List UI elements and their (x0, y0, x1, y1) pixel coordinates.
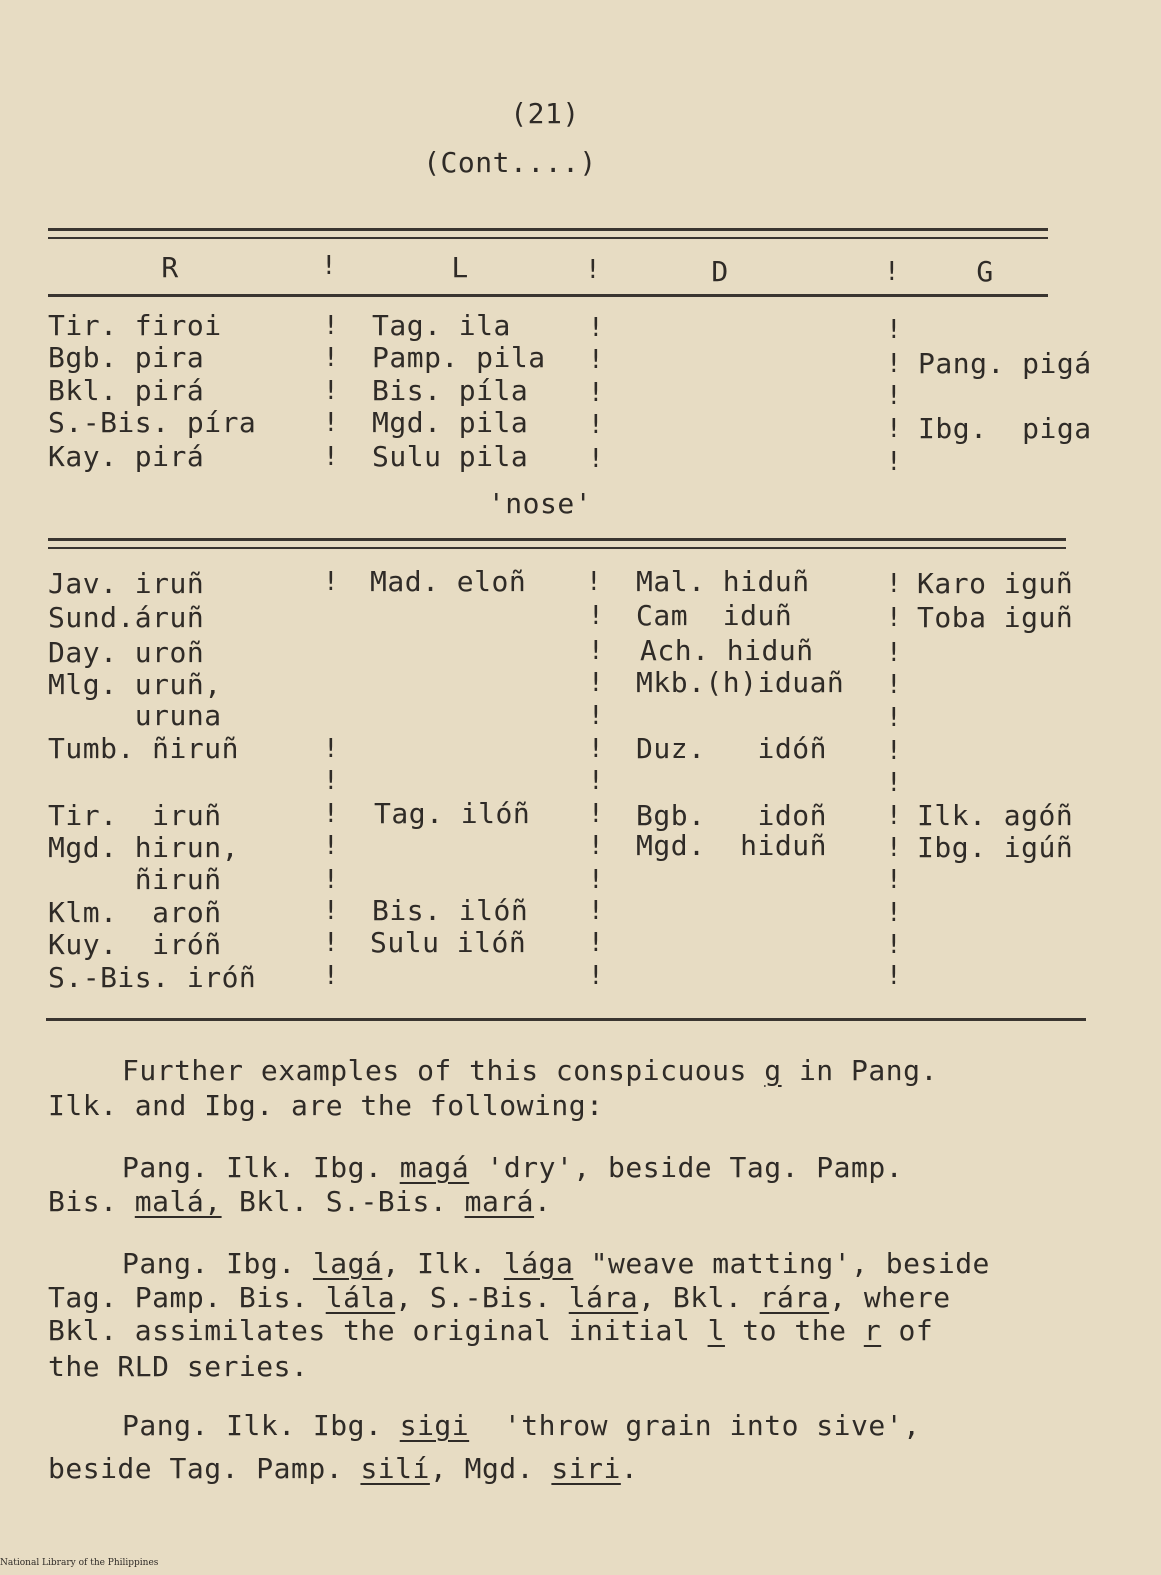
text-run: beside Tag. Pamp. (48, 1452, 361, 1485)
table-row-l: Tag. ila (372, 309, 511, 342)
text-run: , where (829, 1281, 951, 1314)
paragraph-3-line-4: the RLD series. (48, 1350, 309, 1383)
col-separator: ! (886, 638, 902, 668)
col-separator: ! (588, 831, 604, 861)
col-separator: ! (323, 831, 339, 861)
table-row-l: Bis. píla (372, 374, 529, 407)
col-separator: ! (886, 865, 902, 895)
col-separator: ! (323, 311, 339, 341)
page-number: (21) (510, 97, 580, 130)
col-separator: ! (886, 569, 902, 599)
col-separator: ! (886, 381, 902, 411)
col-separator: ! (886, 447, 902, 477)
footer-credit: National Library of the Philippines (0, 1558, 159, 1568)
underlined-word: lagá (312, 1247, 383, 1280)
rule-top-2 (48, 237, 1048, 239)
text-run: . (620, 1452, 639, 1485)
table-row-d: Cam iduñ (636, 599, 793, 632)
text-run: of (881, 1314, 934, 1347)
col-separator: ! (586, 567, 602, 597)
table-row-r: Sund.áruñ (48, 601, 205, 634)
header-d: D (711, 255, 729, 288)
underlined-word: siri (551, 1452, 621, 1485)
text-run: in Pang. (781, 1054, 938, 1087)
header-g: G (976, 255, 994, 288)
paragraph-1-line-2: Ilk. and Ibg. are the following: (48, 1089, 604, 1122)
table-row-g: Ibg. igúñ (917, 831, 1074, 864)
table-row-r: Day. uroñ (48, 636, 205, 669)
text-run: to the (724, 1314, 864, 1347)
paragraph-2-line-2 (48, 1186, 551, 1218)
text-run: Bkl. assimilates the original initial (48, 1314, 708, 1347)
table-row-d: Duz. idóñ (636, 732, 827, 765)
col-separator: ! (323, 734, 339, 764)
table-row-r: S.-Bis. píra (48, 406, 257, 439)
col-separator: ! (588, 636, 604, 666)
col-separator: ! (323, 567, 339, 597)
col-separator: ! (886, 961, 902, 991)
col-separator: ! (886, 898, 902, 928)
underlined-word: r (863, 1314, 882, 1347)
table-row-r: ñiruñ (48, 863, 222, 896)
col-separator: ! (886, 670, 902, 700)
table-row-d: Bgb. idoñ (636, 799, 827, 832)
text-run: 'dry', beside Tag. Pamp. (469, 1151, 904, 1184)
col-separator: ! (323, 408, 339, 438)
text-run: 'throw grain into sive', (469, 1409, 921, 1442)
table-row-r: Tumb. ñiruñ (48, 732, 239, 765)
col-separator: ! (323, 442, 339, 472)
text-run: Further examples of this conspicuous (122, 1054, 765, 1087)
col-separator: ! (886, 349, 902, 379)
col-separator: ! (588, 896, 604, 926)
underlined-word: lága (503, 1247, 574, 1280)
table-row-d: Mgd. hiduñ (636, 829, 827, 862)
rule-mid-1 (48, 538, 1066, 541)
underlined-word: malá, (134, 1185, 222, 1218)
continued-label: (Cont....) (423, 146, 597, 179)
table-row-r: Tir. firoi (48, 309, 222, 342)
table-row-r: S.-Bis. iróñ (48, 961, 257, 994)
text-run: . (534, 1185, 552, 1218)
table-row-r: Tir. iruñ (48, 799, 222, 832)
table-row-r: Klm. aroñ (48, 896, 222, 929)
text-run: "weave matting', beside (573, 1247, 990, 1280)
col-separator: ! (323, 896, 339, 926)
table-row-g: Toba iguñ (917, 601, 1074, 634)
table-row-l: Pamp. pila (372, 341, 546, 374)
gloss-nose: 'nose' (487, 487, 593, 520)
table-row-l: Sulu ilóñ (370, 926, 527, 959)
col-separator: ! (886, 768, 902, 798)
col-separator: ! (886, 833, 902, 863)
table-row-g: Ilk. agóñ (917, 799, 1074, 832)
text-run: Pang. Ibg. (122, 1247, 313, 1280)
col-separator: ! (886, 315, 902, 345)
table-row-r: Mlg. uruñ, (48, 668, 222, 701)
header-r: R (161, 251, 179, 284)
underlined-word: sigi (399, 1409, 470, 1442)
underlined-word: lára (568, 1281, 639, 1314)
rule-top-1 (48, 228, 1048, 231)
table-row-d: Mkb.(h)iduañ (636, 666, 845, 699)
paragraph-3-line-1 (122, 1248, 990, 1280)
underlined-word: g (764, 1054, 782, 1087)
col-separator: ! (886, 414, 902, 444)
underlined-word: rára (759, 1281, 830, 1314)
text-run: Bkl. S.-Bis. (221, 1185, 465, 1218)
col-separator: ! (588, 444, 604, 474)
text-run: Pang. Ilk. Ibg. (122, 1409, 400, 1442)
rule-mid-2 (48, 547, 1066, 549)
col-separator: ! (323, 961, 339, 991)
col-separator: ! (886, 603, 902, 633)
col-separator: ! (588, 961, 604, 991)
text-run: Tag. Pamp. Bis. (48, 1281, 326, 1314)
col-separator: ! (588, 345, 604, 375)
table-row-r: Kay. pirá (48, 440, 205, 473)
col-separator: ! (588, 668, 604, 698)
col-separator: ! (588, 410, 604, 440)
text-run: , Ilk. (382, 1247, 504, 1280)
header-l: L (451, 251, 469, 284)
paragraph-2-line-1 (122, 1152, 903, 1184)
table-row-d: Ach. hiduñ (640, 634, 814, 667)
text-run: , Mgd. (429, 1452, 552, 1485)
table-row-g: Ibg. piga (918, 412, 1092, 445)
underlined-word: mará (464, 1185, 535, 1218)
table-row-g: Karo iguñ (917, 567, 1074, 600)
text-run: , S.-Bis. (395, 1281, 569, 1314)
table-row-r: Bkl. pirá (48, 374, 205, 407)
col-separator: ! (323, 766, 339, 796)
table-row-r: Kuy. iróñ (48, 928, 222, 961)
paragraph-4-line-2 (48, 1453, 638, 1485)
paragraph-3-line-2 (48, 1282, 951, 1314)
col-separator: ! (323, 928, 339, 958)
underlined-word: l (707, 1314, 725, 1347)
table-row-g: Pang. pigá (918, 347, 1092, 380)
col-separator: ! (323, 865, 339, 895)
col-separator: ! (588, 766, 604, 796)
col-separator: ! (585, 255, 601, 285)
col-separator: ! (588, 378, 604, 408)
table-row-r: uruna (48, 699, 222, 732)
underlined-word: lála (325, 1281, 396, 1314)
col-separator: ! (588, 799, 604, 829)
table-row-r: Jav. iruñ (48, 567, 205, 600)
col-separator: ! (588, 701, 604, 731)
rule-bottom (46, 1018, 1086, 1021)
col-separator: ! (588, 734, 604, 764)
col-separator: ! (323, 343, 339, 373)
paragraph-1-line-1 (122, 1055, 938, 1087)
underlined-word: magá (399, 1151, 470, 1184)
table-row-r: Bgb. pira (48, 341, 205, 374)
underlined-word: silí (360, 1452, 430, 1485)
table-row-l: Mgd. pila (372, 406, 529, 439)
text-run: Bis. (48, 1185, 135, 1218)
col-separator: ! (588, 928, 604, 958)
rule-header (48, 294, 1048, 297)
table-row-l: Tag. ilóñ (374, 797, 531, 830)
col-separator: ! (884, 257, 900, 287)
col-separator: ! (588, 601, 604, 631)
table-row-d: Mal. hiduñ (636, 565, 810, 598)
col-separator: ! (323, 376, 339, 406)
col-separator: ! (588, 313, 604, 343)
col-separator: ! (886, 801, 902, 831)
text-run: Pang. Ilk. Ibg. (122, 1151, 400, 1184)
table-row-l: Bis. ilóñ (372, 894, 529, 927)
text-run: , Bkl. (638, 1281, 760, 1314)
table-row-l: Mad. eloñ (370, 565, 527, 598)
col-separator: ! (588, 865, 604, 895)
col-separator: ! (886, 736, 902, 766)
col-separator: ! (321, 251, 337, 281)
col-separator: ! (323, 799, 339, 829)
col-separator: ! (886, 930, 902, 960)
table-row-l: Sulu pila (372, 440, 529, 473)
col-separator: ! (886, 703, 902, 733)
paragraph-4-line-1 (122, 1410, 920, 1442)
table-row-r: Mgd. hirun, (48, 831, 239, 864)
paragraph-3-line-3 (48, 1315, 933, 1347)
